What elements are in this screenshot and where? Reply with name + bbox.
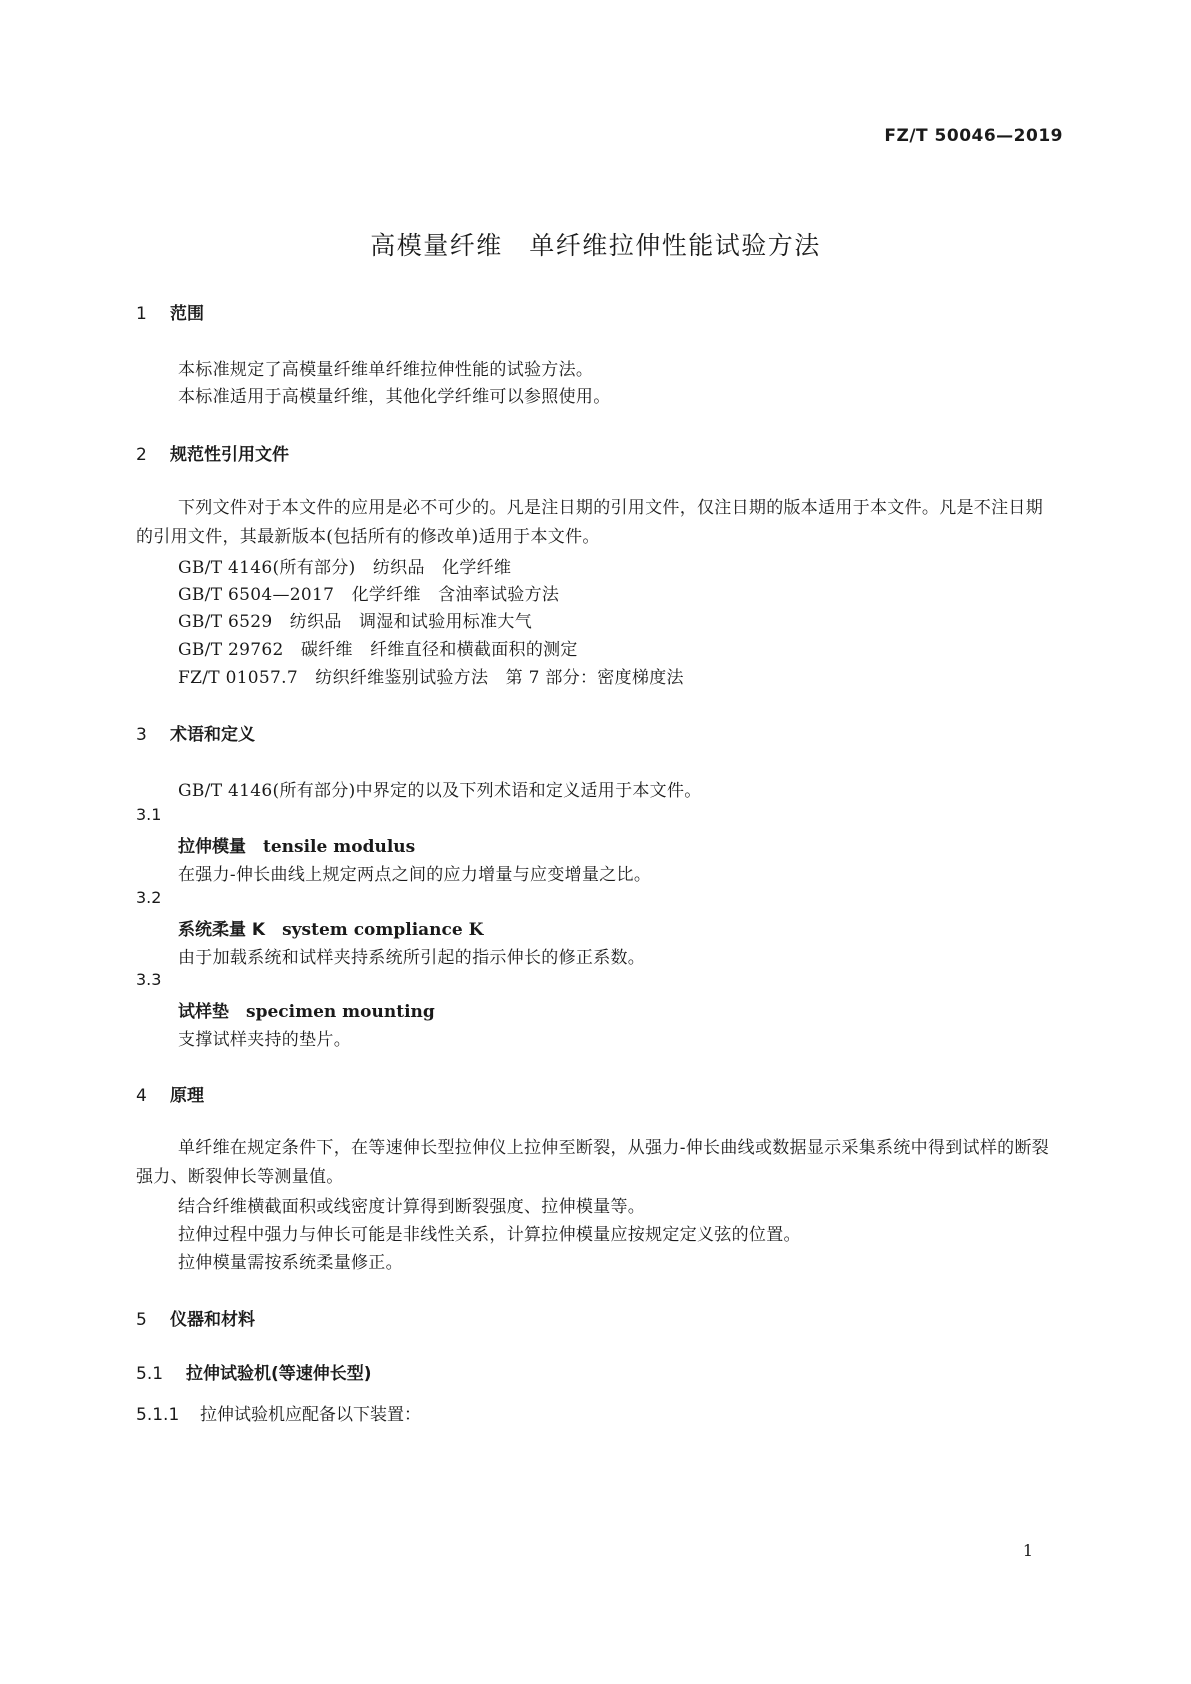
standard-number: FZ/T 50046—2019 (884, 126, 1063, 146)
clause-5-1-1 (136, 1400, 421, 1425)
term-definition: 由于加载系统和试样夹持系统所引起的指示伸长的修正系数。 (178, 948, 646, 968)
reference-item: GB/T 6504—2017 化学纤维 含油率试验方法 (178, 585, 560, 605)
section-title: 规范性引用文件 (170, 445, 289, 465)
section-title: 仪器和材料 (170, 1310, 255, 1330)
subsection-number: 5.1 (136, 1364, 164, 1384)
term-number: 3.3 (136, 970, 162, 989)
term-english: tensile modulus (263, 837, 416, 857)
section-number: 5 (136, 1310, 147, 1330)
reference-item: GB/T 6529 纺织品 调湿和试验用标准大气 (178, 612, 533, 632)
section-number: 2 (136, 445, 147, 465)
section-number: 4 (136, 1086, 147, 1106)
paragraph: 下列文件对于本文件的应用是必不可少的。凡是注日期的引用文件，仅注日期的版本适用于本文件。凡是不注日期的引用文件，其最新版本(包括所有的修改单)适用于本文件。 (136, 498, 1043, 547)
term-chinese: 试样垫 (178, 1002, 229, 1022)
page-number: 1 (1022, 1541, 1033, 1560)
term-english: system compliance K (282, 920, 484, 940)
section-number: 3 (136, 725, 147, 745)
section-title: 术语和定义 (170, 725, 255, 745)
term-heading (178, 997, 435, 1022)
term-number: 3.1 (136, 805, 162, 824)
paragraph: 本标准适用于高模量纤维，其他化学纤维可以参照使用。 (178, 387, 611, 407)
document-title: 高模量纤维 单纤维拉伸性能试验方法 (370, 231, 821, 260)
clause-number: 5.1.1 (136, 1405, 180, 1425)
term-definition: 在强力-伸长曲线上规定两点之间的应力增量与应变增量之比。 (178, 865, 652, 885)
term-english: specimen mounting (246, 1002, 435, 1022)
reference-item: GB/T 4146(所有部分) 纺织品 化学纤维 (178, 558, 512, 578)
term-definition: 支撑试样夹持的垫片。 (178, 1030, 351, 1050)
subsection-5-1-heading (136, 1359, 372, 1384)
reference-item: FZ/T 01057.7 纺织纤维鉴别试验方法 第 7 部分：密度梯度法 (178, 668, 684, 688)
section-title: 范围 (170, 304, 204, 324)
subsection-title: 拉伸试验机(等速伸长型) (186, 1364, 372, 1384)
section-1-heading (136, 299, 204, 324)
paragraph: 拉伸过程中强力与伸长可能是非线性关系，计算拉伸模量应按规定定义弦的位置。 (178, 1225, 801, 1245)
clause-text: 拉伸试验机应配备以下装置： (200, 1405, 421, 1425)
section-3-heading (136, 720, 255, 745)
section-2-heading (136, 440, 289, 465)
section-title: 原理 (170, 1086, 204, 1106)
section-5-heading (136, 1305, 255, 1330)
paragraph: GB/T 4146(所有部分)中界定的以及下列术语和定义适用于本文件。 (178, 781, 702, 801)
term-heading (178, 915, 483, 940)
paragraph: 拉伸模量需按系统柔量修正。 (178, 1253, 403, 1273)
term-heading (178, 832, 415, 857)
section-number: 1 (136, 304, 147, 324)
paragraph: 本标准规定了高模量纤维单纤维拉伸性能的试验方法。 (178, 360, 594, 380)
term-chinese: 系统柔量 K (178, 920, 266, 940)
paragraph: 单纤维在规定条件下，在等速伸长型拉伸仪上拉伸至断裂，从强力-伸长曲线或数据显示采集系统中得到试样的断裂强力、断裂伸长等测量值。 (136, 1138, 1050, 1187)
reference-item: GB/T 29762 碳纤维 纤维直径和横截面积的测定 (178, 640, 578, 660)
paragraph: 结合纤维横截面积或线密度计算得到断裂强度、拉伸模量等。 (178, 1197, 646, 1217)
term-number: 3.2 (136, 888, 162, 907)
section-4-heading (136, 1081, 204, 1106)
term-chinese: 拉伸模量 (178, 837, 246, 857)
